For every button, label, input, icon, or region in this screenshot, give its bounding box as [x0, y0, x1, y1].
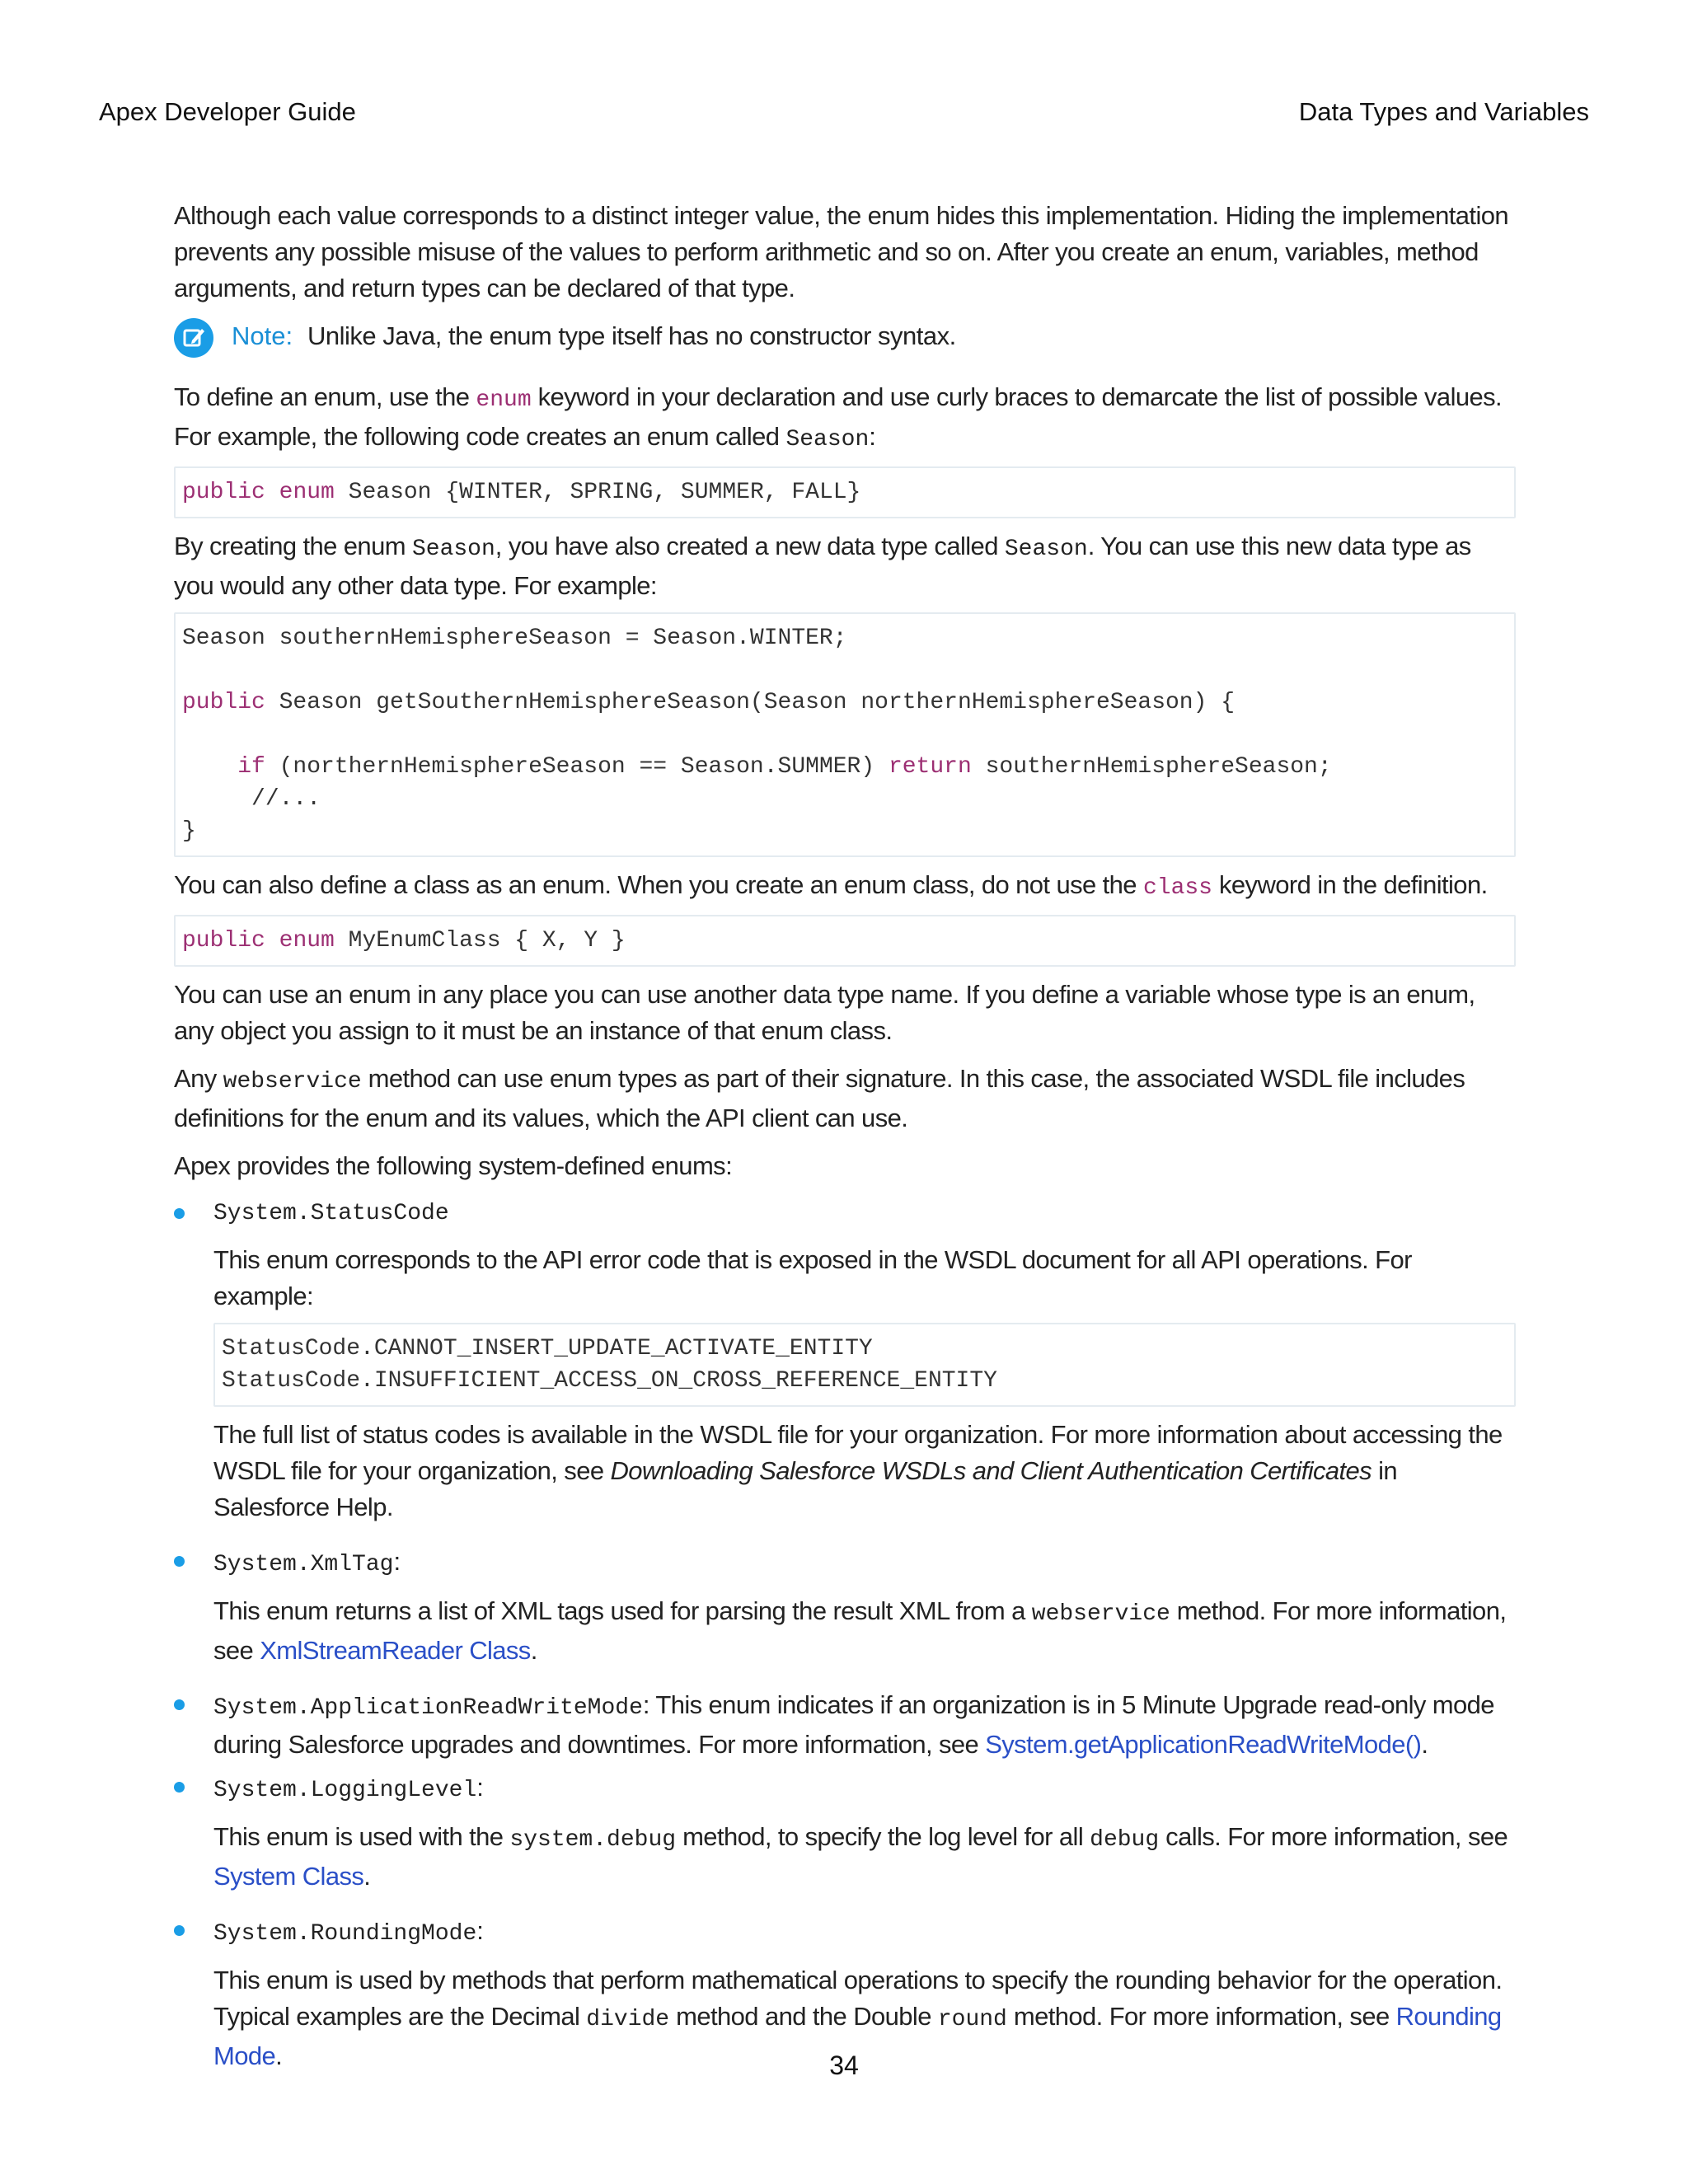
code-block-season-usage: Season southernHemisphereSeason = Season.WINTER; public Season getSouthernHemisphereSeason(Season northernHemisphereSeason) { if (northernHemisphereSeason == Season.SUMMER) return southernHemisphereSeason; //... }	[174, 612, 1516, 857]
page-number: 34	[829, 2050, 859, 2080]
note-callout	[174, 318, 1516, 361]
page-content	[174, 198, 1516, 2074]
running-header-left: Apex Developer Guide	[99, 97, 356, 126]
code-block-enum-class: public enum MyEnumClass { X, Y }	[174, 915, 1516, 967]
running-header-right: Data Types and Variables	[1298, 97, 1589, 126]
season-code: Season	[785, 427, 870, 452]
intro-paragraph: Although each value corresponds to a distinct integer value, the enum hides this implementation. Hiding the implementation prevents any possible misuse of the values to perform arithmetic and so on. After you create an enum, variables, method arguments, and return types can be declared of that type.	[174, 201, 1509, 302]
enum-keyword: enum	[476, 387, 532, 413]
bullet-xml-tag: System.XmlTag: This enum returns a list of XML tags used for parsing the result XML from a webservice method. For more information, see XmlStreamReader Class.	[174, 1544, 1516, 1669]
rounding-mode-link[interactable]: Rounding Mode	[213, 2002, 1502, 2070]
get-application-read-write-mode-link[interactable]: System.getApplicationReadWriteMode()	[985, 1730, 1422, 1759]
bullet-status-code: System.StatusCode This enum corresponds to the API error code that is exposed in the WSDL document for all API operations. For example: StatusCode.CANNOT_INSERT_UPDATE_ACTIVATE_ENTITY StatusCode.INSUFFICIENT_ACCESS_ON_CROSS_REFERENCE_ENTITY The full list of status codes is available in the WSDL file for your organization. For more information about accessing the WSDL file for your organization, see Downloading Salesforce WSDLs and Client Authentication Certificates in Salesforce Help.	[174, 1196, 1516, 1526]
define-paragraph: To define an enum, use the enum keyword in your declaration and use curly braces to demarcate the list of possible values. For example, the following code creates an enum called Season:	[174, 382, 1503, 452]
code-block-season-enum: public enum Season {WINTER, SPRING, SUMMER, FALL}	[174, 466, 1516, 518]
bullet-dot-icon	[174, 1782, 185, 1793]
system-class-link[interactable]: System Class	[213, 1862, 364, 1891]
bullet-logging-level: System.LoggingLevel: This enum is used with the system.debug method, to specify the log level for all debug calls. For more information, see System Class.	[174, 1769, 1516, 1895]
system-enums-intro: Apex provides the following system-defined enums:	[174, 1151, 733, 1180]
bullet-dot-icon	[174, 1208, 185, 1219]
bullet-application-read-write-mode: System.ApplicationReadWriteMode: This enum indicates if an organization is in 5 Minute Upgrade read-only mode during Salesforce upgrades and downtimes. For more information, see System.getApplicationReadWriteMode().	[174, 1687, 1516, 1763]
bullet-dot-icon	[174, 1699, 185, 1710]
class-enum-paragraph: You can also define a class as an enum. When you create an enum class, do not use the class keyword in the definition.	[174, 870, 1488, 901]
use-enum-paragraph: You can use an enum in any place you can use another data type name. If you define a variable whose type is an enum, any object you assign to it must be an instance of that enum class.	[174, 980, 1475, 1045]
creating-paragraph: By creating the enum Season, you have also created a new data type called Season. You can use this new data type as you would any other data type. For example:	[174, 532, 1471, 600]
bullet-dot-icon	[174, 1925, 185, 1936]
note-text: Unlike Java, the enum type itself has no constructor syntax.	[307, 321, 956, 350]
note-pencil-icon	[174, 318, 213, 358]
note-label: Note:	[232, 321, 293, 350]
bullet-dot-icon	[174, 1556, 185, 1567]
webservice-paragraph: Any webservice method can use enum types as part of their signature. In this case, the associated WSDL file includes definitions for the enum and its values, which the API client can use.	[174, 1064, 1465, 1132]
code-block-status-codes: StatusCode.CANNOT_INSERT_UPDATE_ACTIVATE_ENTITY StatusCode.INSUFFICIENT_ACCESS_ON_CROSS_REFERENCE_ENTITY	[213, 1323, 1516, 1407]
xmlstreamreader-class-link[interactable]: XmlStreamReader Class	[260, 1636, 531, 1665]
bullet-rounding-mode: System.RoundingMode: This enum is used by methods that perform mathematical operations to specify the rounding behavior for the operation. Typical examples are the Decimal divide method and the Double round method. For more information, see Rounding Mode.	[174, 1913, 1516, 2074]
